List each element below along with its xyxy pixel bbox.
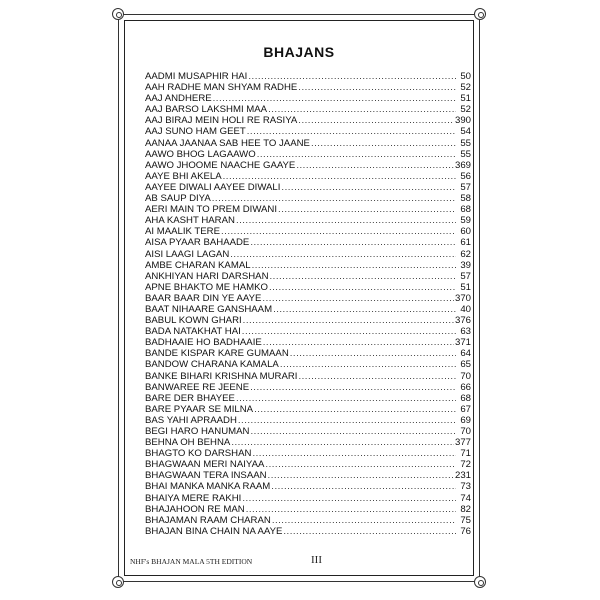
dot-leader <box>221 226 456 237</box>
page-number: 76 <box>460 525 471 537</box>
index-entry <box>145 115 471 126</box>
index-entry <box>145 215 471 226</box>
bhajan-title: AAJ BARSO LAKSHMI MAA <box>145 104 268 116</box>
page-number: 390 <box>454 115 471 127</box>
bhajan-title: AAYEE DIWALI AAYEE DIWALI <box>145 181 281 193</box>
dot-leader <box>273 304 456 315</box>
page-number: 67 <box>460 403 471 415</box>
page-number: 50 <box>460 71 471 82</box>
page-number: 61 <box>460 237 471 249</box>
bhajan-title: BARE DER BHAYEE <box>145 392 235 404</box>
dot-leader <box>212 193 456 204</box>
page-number: 68 <box>460 392 471 404</box>
dot-leader <box>238 415 456 426</box>
page-number: 70 <box>460 426 471 437</box>
page-number: 69 <box>460 414 471 426</box>
page-number: 82 <box>460 503 471 515</box>
bhajan-title: BARE PYAAR SE MILNA <box>145 403 254 415</box>
dot-leader <box>223 171 456 182</box>
bhajan-title: BHAGTO KO DARSHAN <box>145 448 252 460</box>
bhajan-title: BHAJAN BINA CHAIN NA AAYE <box>145 525 283 537</box>
corner-ornament-icon <box>474 576 486 588</box>
bhajan-title: BHAJAMAN RAAM CHARAN <box>145 514 271 526</box>
dot-leader <box>250 237 456 248</box>
dot-leader <box>280 359 456 370</box>
index-entry <box>145 282 471 293</box>
dot-leader <box>278 204 456 215</box>
corner-ornament-icon <box>112 576 124 588</box>
page-number: 74 <box>460 492 471 504</box>
bhajan-title: BHAJAHOON RE MAN <box>145 503 245 515</box>
index-entry <box>145 293 471 304</box>
index-entry <box>145 82 471 93</box>
bhajan-title: AADMI MUSAPHIR HAI <box>145 71 248 82</box>
bhajan-title: APNE BHAKTO ME HAMKO <box>145 281 268 293</box>
dot-leader <box>236 215 456 226</box>
page-number: 377 <box>454 437 471 449</box>
index-entry <box>145 249 471 260</box>
bhajan-title: BANWAREE RE JEENE <box>145 381 250 393</box>
index-entry <box>145 493 471 504</box>
dot-leader <box>230 249 456 260</box>
index-entry <box>145 226 471 237</box>
dot-leader <box>262 293 454 304</box>
dot-leader <box>250 382 456 393</box>
index-entry <box>145 193 471 204</box>
index-entry <box>145 470 471 481</box>
footer-page-number: III <box>311 554 322 566</box>
index-entry <box>145 93 471 104</box>
dot-leader <box>213 93 456 104</box>
dot-leader <box>268 470 454 481</box>
index-entry <box>145 515 471 526</box>
page-number: 72 <box>460 459 471 471</box>
dot-leader <box>247 126 456 137</box>
dot-leader <box>283 526 456 537</box>
bhajan-title: AB SAUP DIYA <box>145 193 211 205</box>
bhajan-title: AAWO BHOG LAGAAWO <box>145 148 256 160</box>
page-number: 66 <box>460 381 471 393</box>
index-entry <box>145 315 471 326</box>
bhajan-title: BAAT NIHAARE GANSHAAM <box>145 303 273 315</box>
page-number: 58 <box>460 193 471 205</box>
page-number: 56 <box>460 170 471 182</box>
index-entry <box>145 404 471 415</box>
index-entry <box>145 359 471 370</box>
dot-leader <box>248 71 456 82</box>
index-entry <box>145 204 471 215</box>
bhajan-title: BADA NATAKHAT HAI <box>145 326 241 338</box>
page-number: 376 <box>454 315 471 327</box>
index-entry <box>145 71 471 82</box>
index-entry <box>145 481 471 492</box>
dot-leader <box>252 260 456 271</box>
page-number: 70 <box>460 370 471 382</box>
dot-leader <box>281 182 456 193</box>
section-heading: BHAJANS <box>263 44 335 60</box>
bhajan-title: AAWO JHOOME NAACHE GAAYE <box>145 159 296 171</box>
dot-leader <box>272 515 456 526</box>
index-entry <box>145 393 471 404</box>
page-number: 62 <box>460 248 471 260</box>
page-number: 57 <box>460 181 471 193</box>
bhajan-title: BANKE BIHARI KRISHNA MURARI <box>145 370 298 382</box>
corner-ornament-icon <box>474 8 486 20</box>
dot-leader <box>290 348 456 359</box>
page-number: 64 <box>460 348 471 360</box>
bhajan-title: AHA KASHT HARAN <box>145 215 235 227</box>
page-number: 52 <box>460 104 471 116</box>
bhajan-title: BABUL KOWN GHARI <box>145 315 242 327</box>
dot-leader <box>268 104 456 115</box>
dot-leader <box>270 271 457 282</box>
index-entry <box>145 182 471 193</box>
bhajan-title: AAJ ANDHERE <box>145 93 212 105</box>
index-entry <box>145 437 471 448</box>
dot-leader <box>236 393 456 404</box>
page-number: 371 <box>454 337 471 349</box>
dot-leader <box>252 448 456 459</box>
index-entry <box>145 326 471 337</box>
footer-book-title: NHF's BHAJAN MALA 5TH EDITION <box>130 557 253 566</box>
bhajan-title: BANDE KISPAR KARE GUMAAN <box>145 348 289 360</box>
index-entry <box>145 237 471 248</box>
corner-ornament-icon <box>112 8 124 20</box>
dot-leader <box>296 160 454 171</box>
index-entry <box>145 138 471 149</box>
dot-leader <box>246 504 456 515</box>
index-entry <box>145 271 471 282</box>
index-entry <box>145 104 471 115</box>
index-entry <box>145 382 471 393</box>
index-entry <box>145 348 471 359</box>
bhajan-title: BHAGWAAN MERI NAIYAA <box>145 459 265 471</box>
page-number: 52 <box>460 82 471 94</box>
index-entry <box>145 448 471 459</box>
index-entry <box>145 459 471 470</box>
index-entry <box>145 126 471 137</box>
dot-leader <box>242 326 456 337</box>
page-number: 63 <box>460 326 471 338</box>
bhajan-title: AAH RADHE MAN SHYAM RADHE <box>145 82 298 94</box>
index-entry <box>145 371 471 382</box>
bhajan-title: ANKHIYAN HARI DARSHAN <box>145 270 269 282</box>
dot-leader <box>298 82 456 93</box>
page-number: 60 <box>460 226 471 238</box>
page-number: 55 <box>460 137 471 149</box>
page-number: 39 <box>460 259 471 271</box>
index-entry <box>145 149 471 160</box>
dot-leader <box>269 282 456 293</box>
page-number: 40 <box>460 303 471 315</box>
index-entry <box>145 337 471 348</box>
page-number: 51 <box>460 93 471 105</box>
index-entry <box>145 426 471 437</box>
bhajan-title: AAJ BIRAJ MEIN HOLI RE RASIYA <box>145 115 298 127</box>
dot-leader <box>298 371 456 382</box>
dot-leader <box>243 315 454 326</box>
bhajan-title: AI MAALIK TERE <box>145 226 220 238</box>
index-entry <box>145 504 471 515</box>
index-entry <box>145 526 471 537</box>
bhajan-title: BANDOW CHARANA KAMALA <box>145 359 279 371</box>
page-number: 369 <box>454 159 471 171</box>
bhajan-title: AMBE CHARAN KAMAL <box>145 259 251 271</box>
bhajan-title: BAS YAHI APRAADH <box>145 414 237 426</box>
bhajan-title: BHAI MANKA MANKA RAAM <box>145 481 271 493</box>
page-number: 65 <box>460 359 471 371</box>
page-number: 75 <box>460 514 471 526</box>
index-entry <box>145 260 471 271</box>
bhajan-title: AISA PYAAR BAHAADE <box>145 237 250 249</box>
page-number: 55 <box>460 148 471 160</box>
bhajan-title: BEGI HARO HANUMAN <box>145 426 250 437</box>
bhajan-title: BHAIYA MERE RAKHI <box>145 492 242 504</box>
bhajan-title: AAJ SUNO HAM GEET <box>145 126 246 138</box>
index-entry <box>145 160 471 171</box>
page-number: 54 <box>460 126 471 138</box>
dot-leader <box>271 481 456 492</box>
bhajan-title: AAYE BHI AKELA <box>145 170 222 182</box>
page-number: 68 <box>460 204 471 216</box>
dot-leader <box>298 115 454 126</box>
bhajan-title: AANAA JAANAA SAB HEE TO JAANE <box>145 137 310 149</box>
index-entry <box>145 304 471 315</box>
index-entry <box>145 171 471 182</box>
page-number: 71 <box>460 448 471 460</box>
dot-leader <box>254 404 456 415</box>
page-number: 51 <box>460 281 471 293</box>
dot-leader <box>311 138 456 149</box>
page-number: 73 <box>460 481 471 493</box>
bhajan-title: BAAR BAAR DIN YE AAYE <box>145 292 262 304</box>
bhajan-title: BHAGWAAN TERA INSAAN <box>145 470 267 482</box>
page-number: 57 <box>460 270 471 282</box>
dot-leader <box>263 337 454 348</box>
bhajan-title: BEHNA OH BEHNA <box>145 437 231 449</box>
index-entry <box>145 415 471 426</box>
dot-leader <box>265 459 456 470</box>
dot-leader <box>242 493 456 504</box>
page-number: 231 <box>454 470 471 482</box>
bhajan-index-list <box>145 71 471 537</box>
dot-leader <box>250 426 456 437</box>
bhajan-title: AERI MAIN TO PREM DIWANI <box>145 204 278 216</box>
dot-leader <box>231 437 454 448</box>
page-number: 370 <box>454 292 471 304</box>
bhajan-title: BADHAAIE HO BADHAAIE <box>145 337 262 349</box>
bhajan-title: AISI LAAGI LAGAN <box>145 248 230 260</box>
page-number: 59 <box>460 215 471 227</box>
dot-leader <box>257 149 456 160</box>
